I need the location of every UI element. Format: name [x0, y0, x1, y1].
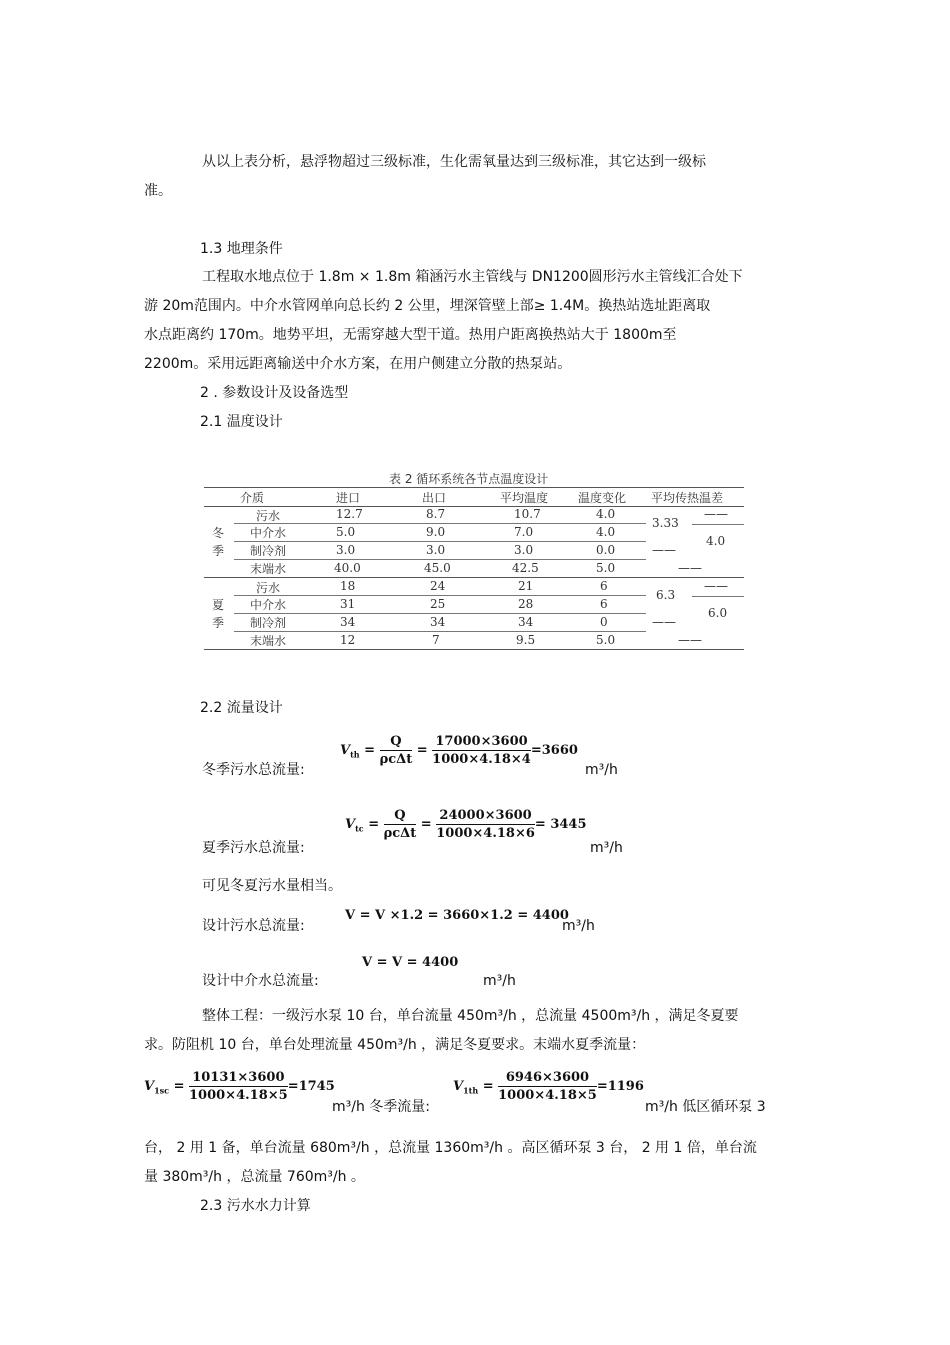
header-outlet: 出口	[422, 491, 447, 505]
header-inlet: 进口	[336, 491, 361, 505]
geo-line-3: 水点距离约 170m。地势平坦，无需穿越大型干道。热用户距离换热站大于 1800m至	[144, 327, 677, 343]
header-medium: 介质	[240, 491, 265, 505]
s-row3-out: 34	[430, 615, 446, 629]
header-avg-dt: 平均传热温差	[651, 491, 724, 505]
s-row2-avg: 28	[518, 597, 534, 611]
header-avg-temp: 平均温度	[500, 491, 549, 505]
season-summer-1: 夏	[212, 598, 225, 612]
w-dt-2: 4.0	[706, 534, 726, 548]
equal-note: 可见冬夏污水量相当。	[202, 878, 342, 894]
s-dash-1: ——	[704, 579, 728, 593]
w-row1-in: 12.7	[336, 507, 363, 521]
w-row2-avg: 7.0	[514, 525, 534, 539]
s-dt-2: 6.0	[708, 606, 728, 620]
s-row4-out: 7	[432, 633, 440, 647]
section-1-3-heading: 1.3 地理条件	[200, 241, 283, 257]
s-row3-chg: 0	[600, 615, 608, 629]
season-summer-2: 季	[212, 616, 225, 630]
s-row2-chg: 6	[600, 597, 608, 611]
section-2-1-heading: 2.1 温度设计	[200, 414, 283, 430]
winter-flow-label: 冬季污水总流量:	[202, 762, 305, 778]
intro-line-1: 从以上表分析，悬浮物超过三级标准，生化需氧量达到三级标准，其它达到一级标	[202, 154, 706, 170]
s-row4-medium: 末端水	[250, 634, 287, 648]
s-row4-chg: 5.0	[596, 633, 616, 647]
w-row2-chg: 4.0	[596, 525, 616, 539]
w-row1-avg: 10.7	[514, 507, 541, 521]
w-row4-medium: 末端水	[250, 562, 287, 576]
w-row4-in: 40.0	[334, 561, 361, 575]
s-dt-1: 6.3	[656, 588, 676, 602]
s-row2-medium: 中介水	[250, 598, 287, 612]
s-row2-out: 25	[430, 597, 446, 611]
winter-flow-unit: m³/h	[585, 762, 618, 778]
summer-flow-equation: $V_{tc}$ = $\frac{Q}{\text{ρcΔt}}$ = $\frac{24000\times 3600}{1000\times 4.18\times 6}$ = 3445	[345, 808, 587, 841]
w-row4-out: 45.0	[424, 561, 451, 575]
winter-end-label: m³/h 冬季流量:	[332, 1099, 431, 1115]
w-row3-avg: 3.0	[514, 543, 534, 557]
w-dt-1: 3.33	[652, 516, 679, 530]
s-dash-3: ——	[678, 633, 702, 647]
design-flow-label: 设计污水总流量:	[202, 918, 305, 934]
summer-end-equation: $V_{1sc}$ = $\frac{10131\times 3600}{1000\times 4.18\times 5}$ =1745	[144, 1070, 335, 1103]
section-2-2-heading: 2.2 流量设计	[200, 700, 283, 716]
s-row1-out: 24	[430, 579, 446, 593]
s-row1-medium: 污水	[256, 581, 281, 595]
pump-line-1: 台， 2 用 1 备，单台流量 680m³/h ，总流量 1360m³/h 。高区循环泵 3 台， 2 用 1 倍，单台流	[144, 1140, 757, 1156]
low-pump-text: m³/h 低区循环泵 3	[645, 1099, 766, 1115]
s-row3-in: 34	[340, 615, 356, 629]
s-row1-in: 18	[340, 579, 356, 593]
s-row1-avg: 21	[518, 579, 534, 593]
header-temp-change: 温度变化	[578, 491, 627, 505]
w-row3-out: 3.0	[426, 543, 446, 557]
geo-line-1: 工程取水地点位于 1.8m × 1.8m 箱涵污水主管线与 DN1200圆形污水主管线汇合处下	[202, 269, 743, 285]
summer-flow-label: 夏季污水总流量:	[202, 840, 305, 856]
w-row1-out: 8.7	[426, 507, 446, 521]
table-caption: 表 2 循环系统各节点温度设计	[389, 472, 549, 486]
w-row2-in: 5.0	[336, 525, 356, 539]
season-winter-2: 季	[212, 544, 225, 558]
temperature-table	[204, 470, 744, 652]
mid-flow-label: 设计中介水总流量:	[202, 973, 319, 989]
w-row3-in: 3.0	[336, 543, 356, 557]
winter-flow-equation: $V_{th}$ = $\frac{Q}{\text{ρcΔt}}$ = $\frac{17000\times 3600}{1000\times 4.18\times 4}$ =3660	[340, 734, 578, 767]
w-row2-medium: 中介水	[250, 526, 287, 540]
w-row4-avg: 42.5	[512, 561, 539, 575]
w-row3-chg: 0.0	[596, 543, 616, 557]
s-dash-2: ——	[652, 615, 676, 629]
s-row1-chg: 6	[600, 579, 608, 593]
s-row4-avg: 9.5	[516, 633, 536, 647]
w-row1-medium: 污水	[256, 509, 281, 523]
w-row3-medium: 制冷剂	[250, 544, 287, 558]
w-dash-1: ——	[704, 507, 728, 521]
section-2-3-heading: 2.3 污水水力计算	[200, 1198, 311, 1214]
geo-line-2: 游 20m范围内。中介水管网单向总长约 2 公里，埋深管壁上部≥ 1.4M。换热站选址距离取	[144, 298, 711, 314]
s-row4-in: 12	[340, 633, 356, 647]
s-row2-in: 31	[340, 597, 356, 611]
w-dash-3: ——	[678, 561, 702, 575]
section-2-heading: 2 . 参数设计及设备选型	[200, 385, 349, 401]
w-row4-chg: 5.0	[596, 561, 616, 575]
w-row1-chg: 4.0	[596, 507, 616, 521]
mid-flow-unit: m³/h	[483, 973, 516, 989]
whole-line-2: 求。防阻机 10 台，单台处理流量 450m³/h ，满足冬夏要求。末端水夏季流量：	[144, 1037, 646, 1053]
geo-line-4: 2200m。采用远距离输送中介水方案，在用户侧建立分散的热泵站。	[144, 356, 572, 372]
season-winter-1: 冬	[212, 526, 225, 540]
pump-line-2: 量 380m³/h ，总流量 760m³/h 。	[144, 1169, 365, 1185]
mid-flow-equation: V = V = 4400	[362, 955, 459, 970]
design-flow-unit: m³/h	[562, 918, 595, 934]
design-flow-equation: V = V ×1.2 = 3660×1.2 = 4400	[345, 908, 569, 923]
s-row3-medium: 制冷剂	[250, 616, 287, 630]
w-dash-2: ——	[652, 543, 676, 557]
summer-flow-unit: m³/h	[590, 840, 623, 856]
whole-line-1: 整体工程：一级污水泵 10 台，单台流量 450m³/h ，总流量 4500m³/h ，满足冬夏要	[202, 1008, 739, 1024]
winter-end-equation: $V_{1th}$ = $\frac{6946\times 3600}{1000\times 4.18\times 5}$ =1196	[453, 1070, 644, 1103]
intro-line-2: 准。	[144, 183, 172, 199]
s-row3-avg: 34	[518, 615, 534, 629]
w-row2-out: 9.0	[426, 525, 446, 539]
